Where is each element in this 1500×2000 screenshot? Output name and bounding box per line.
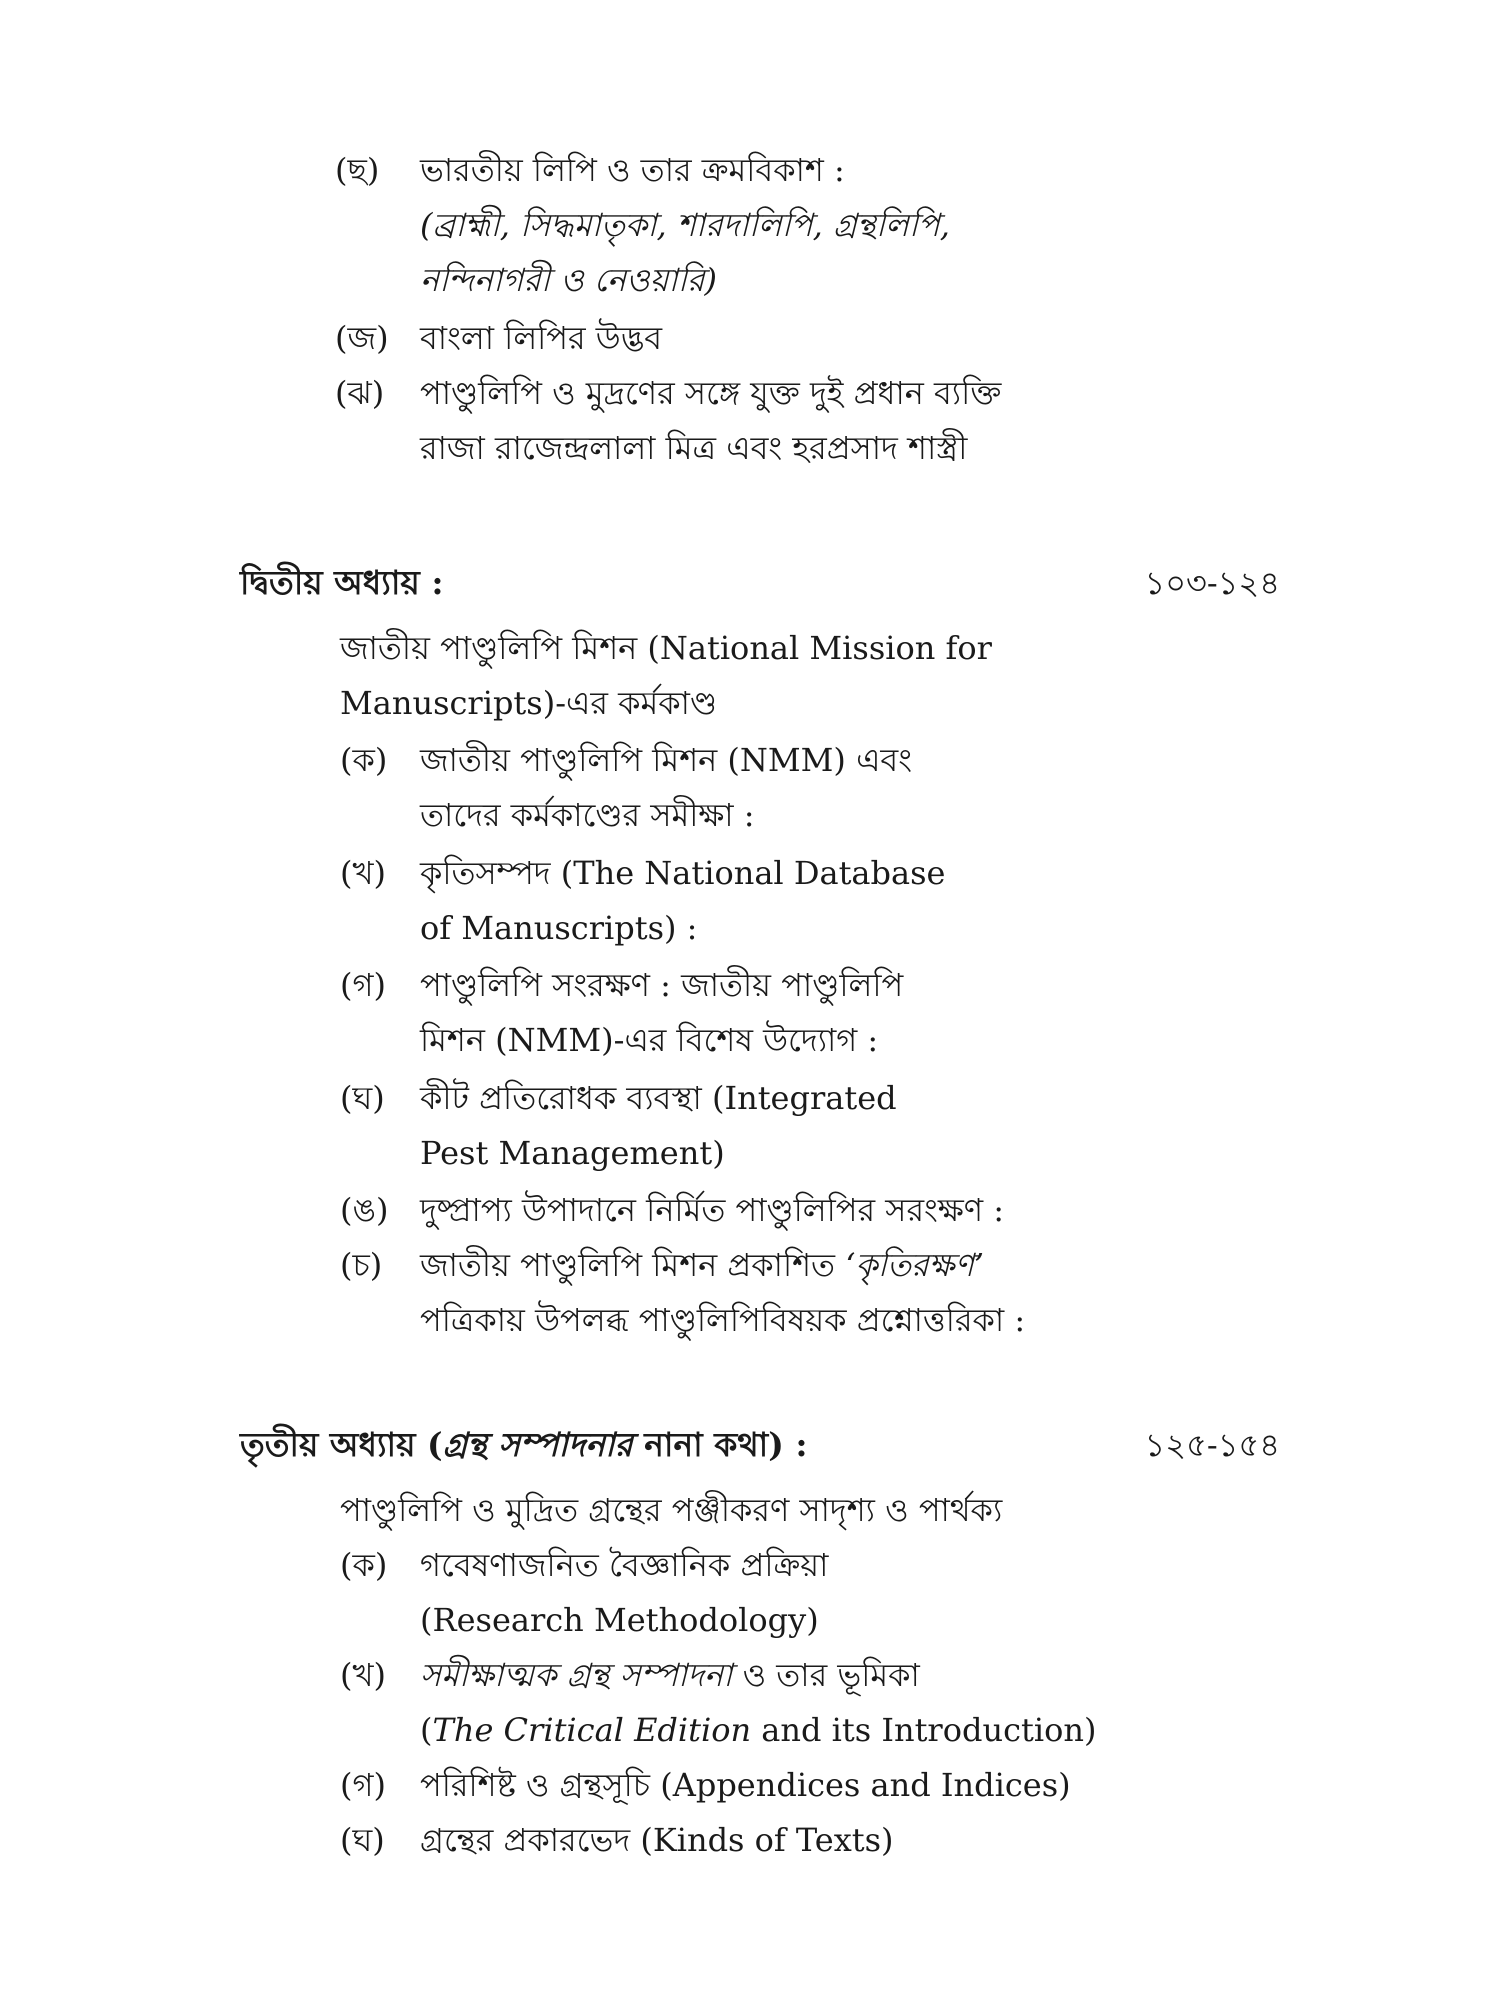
item-text: of Manuscripts) : bbox=[420, 909, 698, 947]
item-marker: (জ) bbox=[335, 319, 389, 357]
item-text: পাণ্ডুলিপি ও মুদ্রণের সঙ্গে যুক্ত দুই প্রধান ব্যক্তি bbox=[420, 374, 1002, 412]
item-marker: (ঝ) bbox=[335, 374, 385, 412]
item-text: গবেষণাজনিত বৈজ্ঞানিক প্রক্রিয়া bbox=[420, 1546, 829, 1584]
item-text-italic: নন্দিনাগরী ও নেওয়ারি) bbox=[420, 261, 717, 299]
item-marker: (গ) bbox=[340, 966, 386, 1004]
item-marker: (ঘ) bbox=[340, 1821, 385, 1859]
item-marker: (ঙ) bbox=[340, 1191, 389, 1229]
item-text: ভারতীয় লিপি ও তার ক্রমবিকাশ : bbox=[420, 151, 845, 189]
item-text bbox=[420, 1710, 1096, 1750]
item-text-italic: সমীক্ষাত্মক গ্রন্থ সম্পাদনা bbox=[420, 1656, 733, 1694]
item-marker: (ক) bbox=[340, 1546, 388, 1584]
chapter-title-part: তৃতীয় অধ্যায় ( bbox=[240, 1425, 443, 1464]
item-text-italic: The Critical Edition bbox=[432, 1711, 752, 1749]
item-marker: (খ) bbox=[340, 1656, 386, 1694]
item-text-part: ও তার ভূমিকা bbox=[732, 1656, 920, 1694]
item-text: রাজা রাজেন্দ্রলালা মিত্র এবং হরপ্রসাদ শাস্ত্রী bbox=[420, 429, 968, 467]
item-text-part: ( bbox=[420, 1711, 433, 1749]
item-marker: (খ) bbox=[340, 854, 386, 892]
item-marker: (চ) bbox=[340, 1246, 383, 1284]
chapter-intro: Manuscripts)-এর কর্মকাণ্ড bbox=[340, 684, 718, 722]
chapter-pages: ১০৩-১২৪ bbox=[1144, 564, 1280, 602]
item-text: পাণ্ডুলিপি সংরক্ষণ : জাতীয় পাণ্ডুলিপি bbox=[420, 966, 904, 1004]
item-text bbox=[420, 1245, 984, 1285]
item-marker: (ঘ) bbox=[340, 1079, 385, 1117]
item-text: কীট প্রতিরোধক ব্যবস্থা (Integrated bbox=[420, 1079, 897, 1117]
item-text-italic: (ব্রাহ্মী, সিদ্ধমাতৃকা, শারদালিপি, গ্রন্থলিপি, bbox=[420, 206, 950, 244]
item-text: জাতীয় পাণ্ডুলিপি মিশন (NMM) এবং bbox=[420, 741, 913, 779]
chapter-intro: জাতীয় পাণ্ডুলিপি মিশন (National Mission for bbox=[340, 629, 992, 667]
chapter-title bbox=[240, 1425, 808, 1465]
item-text: গ্রন্থের প্রকারভেদ (Kinds of Texts) bbox=[420, 1821, 894, 1859]
item-text bbox=[420, 1655, 920, 1695]
chapter-title: দ্বিতীয় অধ্যায় : bbox=[240, 563, 444, 602]
item-text: কৃতিসম্পদ (The National Database bbox=[420, 854, 946, 892]
item-text: মিশন (NMM)-এর বিশেষ উদ্যোগ : bbox=[420, 1021, 879, 1059]
item-text-part: জাতীয় পাণ্ডুলিপি মিশন প্রকাশিত bbox=[420, 1246, 846, 1284]
item-text: (Research Methodology) bbox=[420, 1601, 819, 1639]
item-text: বাংলা লিপির উদ্ভব bbox=[420, 319, 663, 357]
item-text: পরিশিষ্ট ও গ্রন্থসূচি (Appendices and Indices) bbox=[420, 1766, 1071, 1804]
item-marker: (ছ) bbox=[335, 151, 380, 189]
item-text: Pest Management) bbox=[420, 1134, 725, 1172]
chapter-title-part: নানা কথা) : bbox=[632, 1425, 808, 1464]
item-text: পত্রিকায় উপলব্ধ পাণ্ডুলিপিবিষয়ক প্রশ্নোত্তরিকা : bbox=[420, 1301, 1026, 1339]
item-text: দুষ্প্রাপ্য উপাদানে নির্মিত পাণ্ডুলিপির সরংক্ষণ : bbox=[420, 1191, 1005, 1229]
journal-title: ‘কৃতিরক্ষণ’ bbox=[845, 1246, 985, 1284]
item-text-part: and its Introduction) bbox=[751, 1711, 1097, 1749]
chapter-title-italic: গ্রন্থ সম্পাদনার bbox=[442, 1425, 633, 1464]
item-text: তাদের কর্মকাণ্ডের সমীক্ষা : bbox=[420, 796, 755, 834]
chapter-intro: পাণ্ডুলিপি ও মুদ্রিত গ্রন্থের পঞ্জীকরণ সাদৃশ্য ও পার্থক্য bbox=[340, 1491, 1003, 1529]
chapter-pages: ১২৫-১৫৪ bbox=[1144, 1426, 1280, 1464]
item-marker: (গ) bbox=[340, 1766, 386, 1804]
item-marker: (ক) bbox=[340, 741, 388, 779]
